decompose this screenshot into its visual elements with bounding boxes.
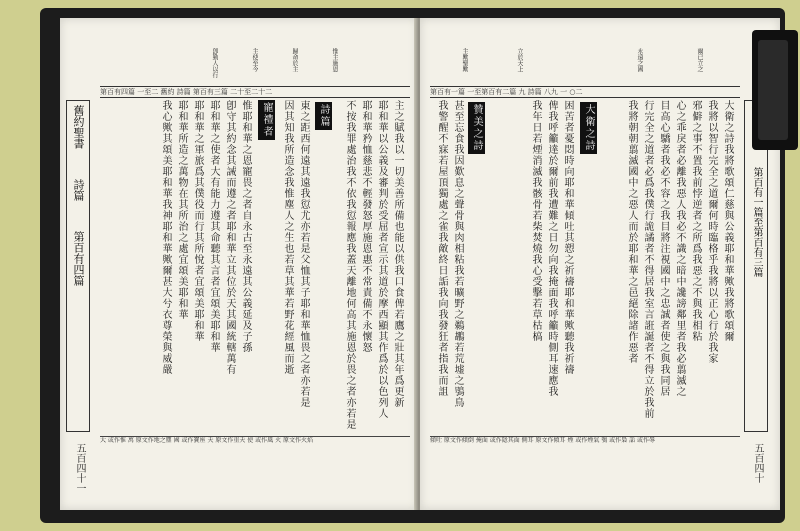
left-headword-1: 寵禮者: [258, 100, 275, 140]
left-body-col-3: 耶和華矜恤慈悲不輕發怒厚施恩惠不常責備不永懷怒: [360, 100, 371, 353]
left-body-col-1: 主之賦我以一切美善所備也能以供我口食俾若鷹之壯其年爲更新: [392, 100, 403, 408]
right-body-col-9: 俾我呼籲達於爾前我遭難之日勿向我掩面我呼籲時側耳速應我: [546, 100, 557, 397]
left-page: [60, 18, 418, 510]
left-body-col-10: 耶和華之軍旅爲其僕役而行其所悅者宜頌美耶和華: [192, 100, 203, 342]
right-body-col-10: 我年日若煙消滅我骸骨若柴焚燒我心受擊若草枯槁: [530, 100, 541, 342]
left-tab-block-1: 卽勤人以行: [211, 48, 218, 78]
right-tab-block-1: 主歟聖歟: [461, 48, 468, 72]
right-body-col-4: 心之乖戾者必離我惡人我必不識之暗中讒謗鄰里者我必翦滅之: [674, 100, 685, 397]
left-body-col-8: 卽守其約念其誡而遵之者耶和華立其位於天其國統轄萬有: [224, 100, 235, 375]
left-tab-block-4: 惟主施恩: [331, 48, 338, 72]
left-body-col-6: 因其知我所造念我惟塵人之生也若草其華若野花經風而逝: [282, 100, 293, 375]
left-body-col-9: 耶和華之使者大有能力遵其命聽其言者宜頌美耶和華: [208, 100, 219, 353]
right-body-col-2: 我將以智行完全之道爾何時臨格乎我將以正心行於我家: [706, 100, 717, 364]
right-tab-block-3: 永遠之國: [636, 48, 643, 72]
right-footnotes: 傾吐 原文作傾倒 掩面 或作隱其面 側耳 原文作傾耳 煙 或作煙氣 鴞 或作梟 詬 或作辱: [430, 436, 740, 509]
right-body-col-12: 我警醒不寐若屋頂獨處之雀我敵終日詬我向我發狂者指我而詛: [436, 100, 447, 397]
right-header-strip: 第百有一篇 一至第百有二篇 九 詩篇 八九 一 ○二: [430, 86, 740, 98]
left-body-col-4: 不按我罪處治我不依我愆報應我蓋天離地何高其施恩於畏之者亦若是: [344, 100, 355, 430]
right-tab-block-4: 爾已立之: [696, 48, 703, 72]
left-body-col-2: 耶和華以公義及審判於受屈者宣示其道於摩西顯其作爲於以色列人: [376, 100, 387, 419]
right-side-chapter: 第百有一篇至第百有三篇: [751, 167, 762, 277]
right-page-number: 五百四十: [752, 443, 763, 483]
right-headword-2: 大衛之詩: [580, 102, 597, 154]
left-header-strip: 第百有四篇 一至二 舊約 詩篇 第百有三篇 二十至二十二: [100, 86, 410, 98]
right-body-col-11: 甚至忘食我因歎息之聲骨與肉相粘我若曠野之鵜鶘若荒墟之鴞鳥: [452, 100, 463, 408]
left-side-title: 詩篇: [72, 179, 85, 201]
left-body-col-5: 東之距西何遠其遠我愆尤亦若是父恤其子耶和華恤畏之者亦若是: [298, 100, 309, 408]
left-tab-block-3: 歸命於主: [291, 48, 298, 72]
right-headword-1: 贊美之詩: [468, 102, 485, 154]
left-side-chapter: 第百有四篇: [72, 231, 85, 286]
right-body-col-1: 大衛之詩我將歌頌仁慈與公義耶和華歟我將歌頌爾: [722, 100, 733, 342]
left-side-column: [66, 100, 90, 432]
left-running-head: 舊約聖書: [72, 105, 85, 149]
right-body-col-8: 困苦者憂悶時向耶和華傾吐其愬之祈禱耶和華歟聽我祈禱: [562, 100, 573, 375]
right-body-col-6: 行完全之道者必爲我僕行詭譎者不得居我室言誑誕者不得立於我前: [642, 100, 653, 419]
left-footnotes: 大 或作惟 萬 原文作地之塵 國 或作寶座 天 原文作重天 使 或作風 火 原文作火焰: [100, 436, 410, 509]
right-tab-block-2: 立於天上: [516, 48, 523, 72]
right-page: [420, 18, 780, 510]
left-headword-2: 詩篇: [315, 102, 332, 130]
left-tab-block-2: 主使至今: [251, 48, 258, 72]
left-body-col-7: 惟耶和華之恩寵畏之者自永古至永遠其公義延及子孫: [240, 100, 251, 353]
book-clip: [752, 30, 798, 150]
left-body-col-11: 耶和華所造之萬物在其所治之處宜頌美耶和華: [176, 100, 187, 320]
right-body-col-7: 我將朝朝翦滅國中之惡人而於耶和華之邑絕除諸作惡者: [626, 100, 637, 364]
right-body-col-5: 目高心驕者我必不容之我目將注視國中之忠誠者使之與我同居: [658, 100, 669, 397]
right-body-col-3: 邪僻之事不置我前悖逆者之所爲我惡之不與我相粘: [690, 100, 701, 342]
left-body-col-12: 我心歟其頌美耶和華我神耶和華歟爾甚大兮衣尊榮與威嚴: [160, 100, 171, 375]
left-page-number: 五百四十一: [74, 443, 85, 493]
